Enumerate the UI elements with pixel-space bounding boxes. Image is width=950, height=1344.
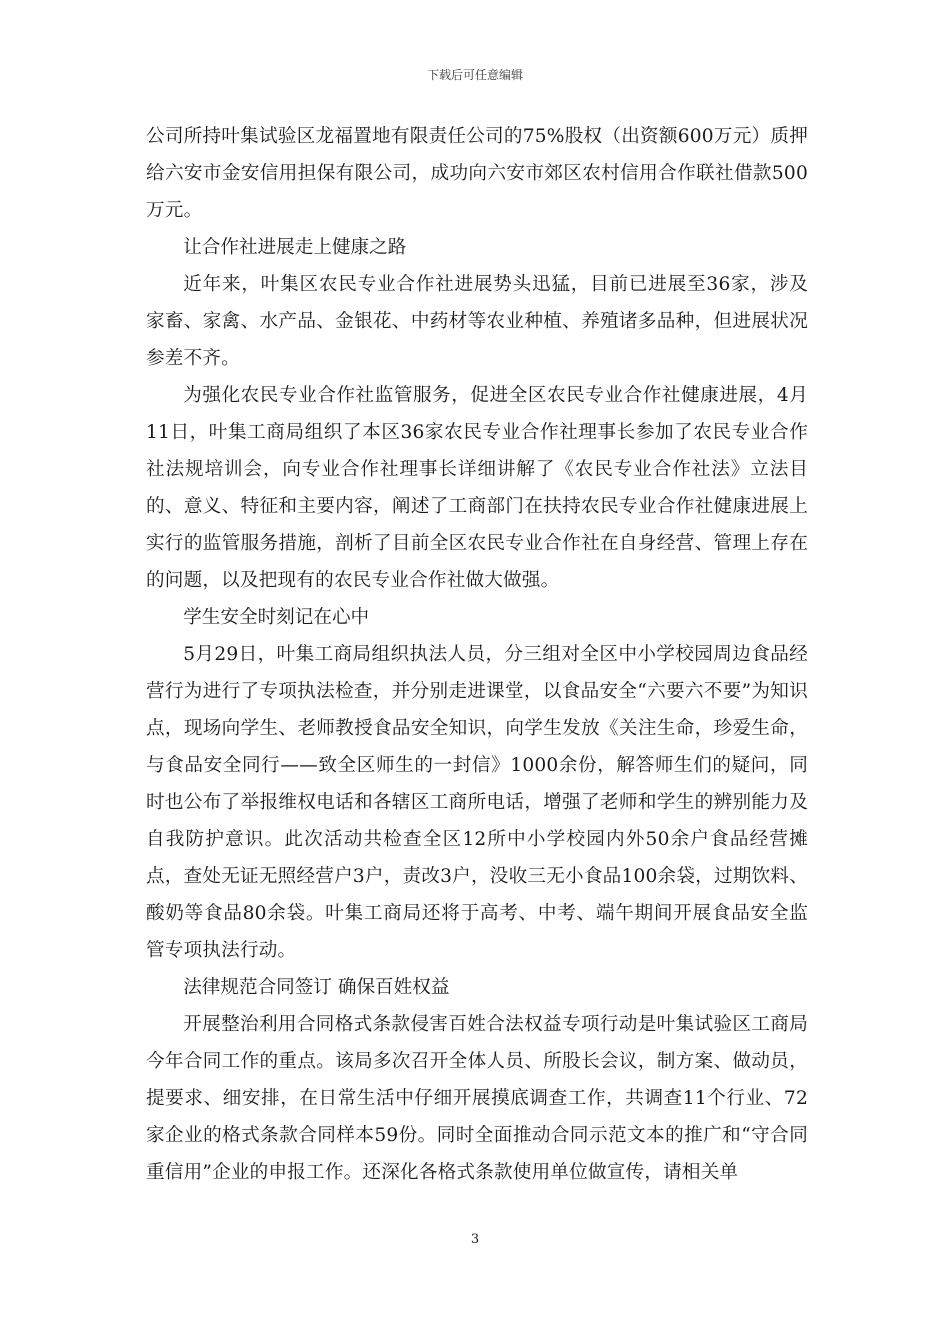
section-heading-cooperative: 让合作社进展走上健康之路 — [183, 237, 407, 258]
section-heading-student-safety: 学生安全时刻记在心中 — [183, 607, 370, 628]
paragraph-cooperative-overview: 近年来，叶集区农民专业合作社进展势头迅猛，目前已进展至36家，涉及家畜、家禽、水产品、金银花、中药材等农业种植、养殖诸多品种，但进展状况参差不齐。 — [146, 274, 808, 369]
document-body — [146, 118, 808, 1191]
page-number: 3 — [470, 1232, 480, 1247]
page-header: 下载后可任意编辑 — [426, 68, 523, 82]
paragraph-continuation: 公司所持叶集试验区龙福置地有限责任公司的75%股权（出资额600万元）质押给六安市金安信用担保有限公司，成功向六安市郊区农村信用合作联社借款500万元。 — [146, 126, 808, 221]
paragraph-student-safety: 5月29日，叶集工商局组织执法人员，分三组对全区中小学校园周边食品经营行为进行了专项执法检查，并分别走进课堂，以食品安全“六要六不要”为知识点，现场向学生、老师教授食品安全知识，向学生发放《关注生命，珍爱生命，与食品安全同行——致全区师生的一封信》1000余份，解答师生们的疑问，同时也公布了举报维权电话和各辖区工商所电话，增强了老师和学生的辨别能力及自我防护意识。此次活动共检查全区12所中小学校园内外50余户食品经营摊点，查处无证无照经营户3户，责改3户，没收三无小食品100余袋，过期饮料、酸奶等食品80余袋。叶集工商局还将于高考、中考、端午期间开展食品安全监管专项执法行动。 — [146, 644, 808, 961]
section-heading-contracts: 法律规范合同签订 确保百姓权益 — [183, 977, 450, 998]
paragraph-contracts: 开展整治利用合同格式条款侵害百姓合法权益专项行动是叶集试验区工商局今年合同工作的重点。该局多次召开全体人员、所股长会议，制方案、做动员，提要求、细安排，在日常生活中仔细开展摸底调查工作，共调查11个行业、72家企业的格式条款合同样本59份。同时全面推动合同示范文本的推广和“守合同重信用”企业的申报工作。还深化各格式条款使用单位做宣传，请相关单 — [146, 1014, 808, 1183]
paragraph-cooperative-training: 为强化农民专业合作社监管服务，促进全区农民专业合作社健康进展，4月11日，叶集工商局组织了本区36家农民专业合作社理事长参加了农民专业合作社法规培训会，向专业合作社理事长详细讲解了《农民专业合作社法》立法目的、意义、特征和主要内容，阐述了工商部门在扶持农民专业合作社健康进展上实行的监管服务措施，剖析了目前全区农民专业合作社在自身经营、管理上存在的问题，以及把现有的农民专业合作社做大做强。 — [146, 385, 808, 591]
